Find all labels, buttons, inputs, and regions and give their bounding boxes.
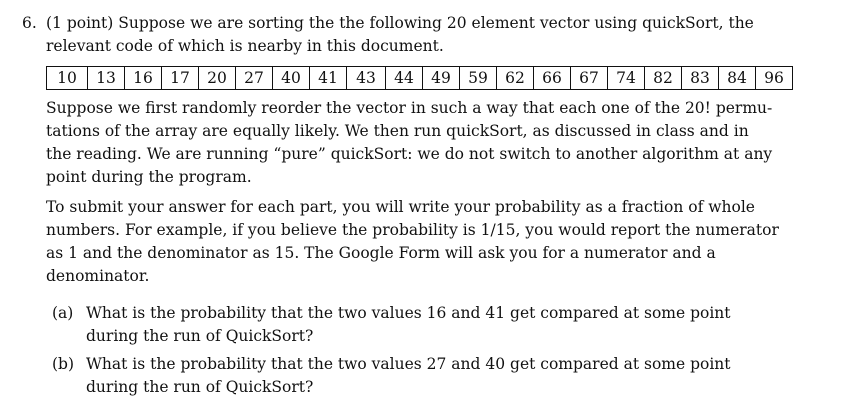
text-line: denominator. [46,267,150,285]
vector-cell: 16 [125,67,162,90]
part-label: (a) [52,304,74,322]
vector-cell: 84 [719,67,756,90]
question-line-1 [22,12,822,35]
question-header [22,12,822,58]
part-text-2: during the run of QuickSort? [86,327,314,345]
vector-cell: 43 [347,67,386,90]
vector-cell: 67 [571,67,608,90]
part-text-1: What is the probability that the two values 27 and 40 get compared at some point [86,355,731,373]
vector-cell: 13 [88,67,125,90]
text-line: point during the program. [46,168,252,186]
question-text-1: (1 point) Suppose we are sorting the the following 20 element vector using quickSort, the [46,14,754,32]
vector-cell: 96 [756,67,793,90]
vector-cell: 74 [608,67,645,90]
text-line: Suppose we first randomly reorder the vector in such a way that each one of the 20! permu- [46,99,773,117]
text-line: tations of the array are equally likely. We then run quickSort, as discussed in class and in [46,122,749,140]
vector-cell: 27 [236,67,273,90]
vector-cell: 59 [460,67,497,90]
part-label: (b) [52,355,75,373]
vector-cell: 40 [273,67,310,90]
vector-cell: 66 [534,67,571,90]
paragraph-reorder [46,97,786,189]
vector-cell: 41 [310,67,347,90]
vector-cell: 17 [162,67,199,90]
part-b [52,353,792,399]
paragraph-submit [46,196,786,288]
vector-row [47,67,793,90]
part-text-2: during the run of QuickSort? [86,378,314,396]
text-line: numbers. For example, if you believe the probability is 1/15, you would report the numerator [46,221,779,239]
question-text-2: relevant code of which is nearby in this document. [46,37,444,55]
vector-cell: 83 [682,67,719,90]
text-line: To submit your answer for each part, you will write your probability as a fraction of whole [46,198,755,216]
vector-cell: 82 [645,67,682,90]
vector-cell: 49 [423,67,460,90]
vector-cell: 20 [199,67,236,90]
part-text-1: What is the probability that the two values 16 and 41 get compared at some point [86,304,731,322]
question-number: 6. [22,14,37,32]
text-line: the reading. We are running “pure” quickSort: we do not switch to another algorithm at any [46,145,773,163]
vector-table [46,66,793,90]
text-line: as 1 and the denominator as 15. The Google Form will ask you for a numerator and a [46,244,716,262]
vector-cell: 44 [386,67,423,90]
part-a [52,302,792,348]
vector-cell: 10 [47,67,88,90]
vector-cell: 62 [497,67,534,90]
